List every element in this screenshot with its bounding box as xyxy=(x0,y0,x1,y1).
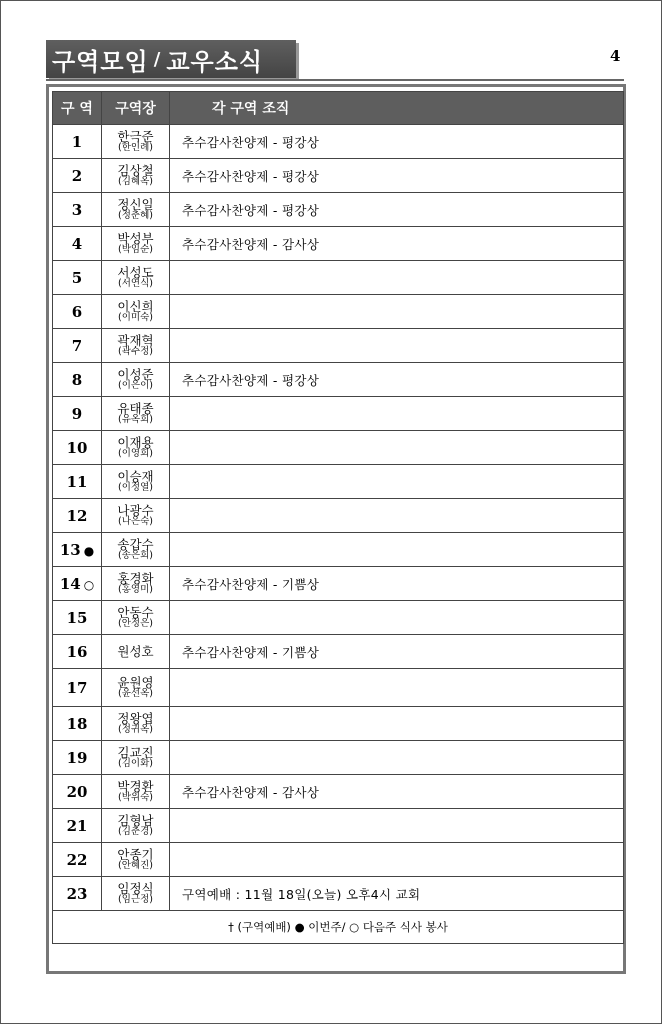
table-row xyxy=(53,363,624,397)
leader-name: 이승재 xyxy=(117,468,154,484)
organization-cell: 추수감사찬양제 - 기쁨상 xyxy=(170,567,624,601)
leader-name: 이신희 xyxy=(117,298,154,314)
leader-name: 박성부 xyxy=(117,230,154,246)
leader-cell xyxy=(102,533,170,567)
organization-cell xyxy=(170,843,624,877)
spouse-name: (안혜진) xyxy=(118,860,153,872)
district-number: 6 xyxy=(71,302,83,321)
leader-cell xyxy=(102,329,170,363)
table-row xyxy=(53,159,624,193)
district-number-cell xyxy=(53,567,102,601)
section-title xyxy=(46,40,296,78)
leader-cell xyxy=(102,877,170,911)
table-row xyxy=(53,741,624,775)
spouse-name: (한인례) xyxy=(118,142,153,154)
leader-name: 이성준 xyxy=(117,366,154,382)
district-number: 15 xyxy=(66,608,88,627)
next-week-circle-icon: ○ xyxy=(83,577,95,592)
organization-cell xyxy=(170,465,624,499)
table-row xyxy=(53,877,624,911)
spouse-name: (정귀옥) xyxy=(118,724,153,736)
organization-cell: 구역예배 : 11월 18일(오늘) 오후4시 교회 xyxy=(170,877,624,911)
header-leader: 구역장 xyxy=(102,92,170,125)
leader-cell xyxy=(102,499,170,533)
table-row xyxy=(53,397,624,431)
table-header-row xyxy=(53,92,624,125)
table-row xyxy=(53,125,624,159)
district-number: 13 xyxy=(59,540,81,559)
spouse-name: (이미숙) xyxy=(118,312,153,324)
district-number-cell xyxy=(53,775,102,809)
district-number-cell xyxy=(53,741,102,775)
spouse-name: (김이화) xyxy=(118,758,153,770)
leader-cell xyxy=(102,601,170,635)
leader-name: 정신일 xyxy=(117,196,154,212)
district-number: 10 xyxy=(66,438,88,457)
spouse-name: (송은희) xyxy=(118,550,153,562)
spouse-name: (이은이) xyxy=(118,380,153,392)
organization-cell xyxy=(170,809,624,843)
organization-cell xyxy=(170,329,624,363)
page-number: 4 xyxy=(610,47,621,65)
spouse-name: (서연식) xyxy=(118,278,153,290)
district-number-cell xyxy=(53,329,102,363)
leader-name: 김형남 xyxy=(117,812,154,828)
spouse-name: (박임순) xyxy=(118,244,153,256)
district-number: 18 xyxy=(66,714,88,733)
district-number: 8 xyxy=(71,370,83,389)
organization-cell: 추수감사찬양제 - 평강상 xyxy=(170,159,624,193)
district-number: 5 xyxy=(71,268,83,287)
table-row xyxy=(53,227,624,261)
district-number-cell xyxy=(53,465,102,499)
spouse-name: (정춘혜) xyxy=(118,210,153,222)
organization-cell: 추수감사찬양제 - 감사상 xyxy=(170,227,624,261)
district-number-cell xyxy=(53,707,102,741)
district-number-cell xyxy=(53,159,102,193)
district-number: 17 xyxy=(66,678,88,697)
organization-cell: 추수감사찬양제 - 평강상 xyxy=(170,363,624,397)
legend-text: † (구역예배) ● 이번주/ ○ 다음주 식사 봉사 xyxy=(53,911,624,944)
table-row xyxy=(53,601,624,635)
leader-cell xyxy=(102,669,170,707)
legend-row xyxy=(53,911,624,944)
district-number-cell xyxy=(53,295,102,329)
leader-cell xyxy=(102,635,170,669)
leader-cell xyxy=(102,465,170,499)
spouse-name: (이정열) xyxy=(118,482,153,494)
spouse-name: (김춘경) xyxy=(118,826,153,838)
district-number-cell xyxy=(53,533,102,567)
table-row xyxy=(53,295,624,329)
spouse-name: (곽수정) xyxy=(118,346,153,358)
leader-cell xyxy=(102,741,170,775)
spouse-name: (김혜옥) xyxy=(118,176,153,188)
district-number: 11 xyxy=(66,472,88,491)
leader-name: 박경환 xyxy=(117,778,154,794)
leader-name: 이재용 xyxy=(117,434,154,450)
title-separator: / xyxy=(153,48,162,70)
leader-cell xyxy=(102,363,170,397)
organization-cell xyxy=(170,533,624,567)
organization-cell xyxy=(170,261,624,295)
leader-name: 안종기 xyxy=(117,846,154,862)
district-number-cell xyxy=(53,227,102,261)
header-district: 구 역 xyxy=(53,92,102,125)
leader-cell xyxy=(102,295,170,329)
district-number: 23 xyxy=(66,884,88,903)
table-row xyxy=(53,635,624,669)
leader-cell xyxy=(102,397,170,431)
table-row xyxy=(53,465,624,499)
table-row xyxy=(53,707,624,741)
district-number-cell xyxy=(53,125,102,159)
spouse-name: (박위숙) xyxy=(118,792,153,804)
leader-cell xyxy=(102,125,170,159)
district-number: 12 xyxy=(66,506,88,525)
table-row xyxy=(53,669,624,707)
leader-cell xyxy=(102,159,170,193)
leader-cell xyxy=(102,193,170,227)
district-number: 7 xyxy=(71,336,83,355)
table-row xyxy=(53,193,624,227)
leader-name: 김교진 xyxy=(117,744,154,760)
district-table xyxy=(52,91,624,944)
district-number-cell xyxy=(53,363,102,397)
district-number-cell xyxy=(53,261,102,295)
district-number: 21 xyxy=(66,816,88,835)
leader-name: 서성도 xyxy=(117,264,154,280)
district-number: 20 xyxy=(66,782,88,801)
table-row xyxy=(53,533,624,567)
district-number: 2 xyxy=(71,166,83,185)
leader-cell xyxy=(102,431,170,465)
organization-cell xyxy=(170,397,624,431)
leader-name: 나광수 xyxy=(117,502,154,518)
table-row xyxy=(53,775,624,809)
header-divider xyxy=(46,79,624,81)
leader-cell xyxy=(102,227,170,261)
district-number-cell xyxy=(53,809,102,843)
organization-cell xyxy=(170,601,624,635)
organization-cell: 추수감사찬양제 - 감사상 xyxy=(170,775,624,809)
table-row xyxy=(53,499,624,533)
district-number: 22 xyxy=(66,850,88,869)
district-number: 1 xyxy=(71,132,83,151)
district-number-cell xyxy=(53,601,102,635)
organization-cell: 추수감사찬양제 - 기쁨상 xyxy=(170,635,624,669)
table-row xyxy=(53,329,624,363)
organization-cell xyxy=(170,499,624,533)
leader-cell xyxy=(102,843,170,877)
organization-cell: 추수감사찬양제 - 평강상 xyxy=(170,125,624,159)
organization-cell xyxy=(170,295,624,329)
table-row xyxy=(53,843,624,877)
table-row xyxy=(53,809,624,843)
spouse-name: (이영희) xyxy=(118,448,153,460)
district-number: 19 xyxy=(66,748,88,767)
district-number-cell xyxy=(53,499,102,533)
leader-name: 안동수 xyxy=(117,604,154,620)
district-number-cell xyxy=(53,193,102,227)
leader-name: 김상철 xyxy=(117,162,154,178)
leader-name: 원성호 xyxy=(117,643,154,659)
spouse-name: (안정은) xyxy=(118,618,153,630)
leader-name: 정왕엽 xyxy=(117,710,154,726)
district-number-cell xyxy=(53,669,102,707)
leader-name: 임정식 xyxy=(117,880,154,896)
title-main: 구역모임 xyxy=(52,47,149,76)
organization-cell xyxy=(170,669,624,707)
organization-cell xyxy=(170,707,624,741)
table-row xyxy=(53,567,624,601)
title-sub: 교우소식 xyxy=(166,47,264,76)
this-week-dot-icon: ● xyxy=(83,543,95,558)
organization-cell xyxy=(170,741,624,775)
leader-cell xyxy=(102,809,170,843)
district-number-cell xyxy=(53,431,102,465)
leader-cell xyxy=(102,261,170,295)
leader-cell xyxy=(102,707,170,741)
district-number: 4 xyxy=(71,234,83,253)
spouse-name: (홍영미) xyxy=(118,584,153,596)
spouse-name: (임근정) xyxy=(118,894,153,906)
district-number-cell xyxy=(53,397,102,431)
leader-name: 송갑수 xyxy=(117,536,154,552)
district-number-cell xyxy=(53,635,102,669)
leader-cell xyxy=(102,775,170,809)
table-row xyxy=(53,431,624,465)
district-number-cell xyxy=(53,843,102,877)
district-number: 14 xyxy=(59,574,81,593)
spouse-name: (유옥희) xyxy=(118,414,153,426)
leader-name: 윤원영 xyxy=(117,674,154,690)
spouse-name: (나은숙) xyxy=(118,516,153,528)
header-organization: 각 구역 조직 xyxy=(170,92,624,125)
leader-cell xyxy=(102,567,170,601)
organization-cell: 추수감사찬양제 - 평강상 xyxy=(170,193,624,227)
district-number: 9 xyxy=(71,404,83,423)
leader-name: 유태종 xyxy=(117,400,154,416)
spouse-name: (윤선옥) xyxy=(118,688,153,700)
organization-cell xyxy=(170,431,624,465)
table-row xyxy=(53,261,624,295)
district-number-cell xyxy=(53,877,102,911)
leader-name: 한극준 xyxy=(117,128,154,144)
leader-name: 홍경화 xyxy=(117,570,154,586)
district-number: 3 xyxy=(71,200,83,219)
leader-name: 곽재혁 xyxy=(117,332,154,348)
district-number: 16 xyxy=(66,642,88,661)
